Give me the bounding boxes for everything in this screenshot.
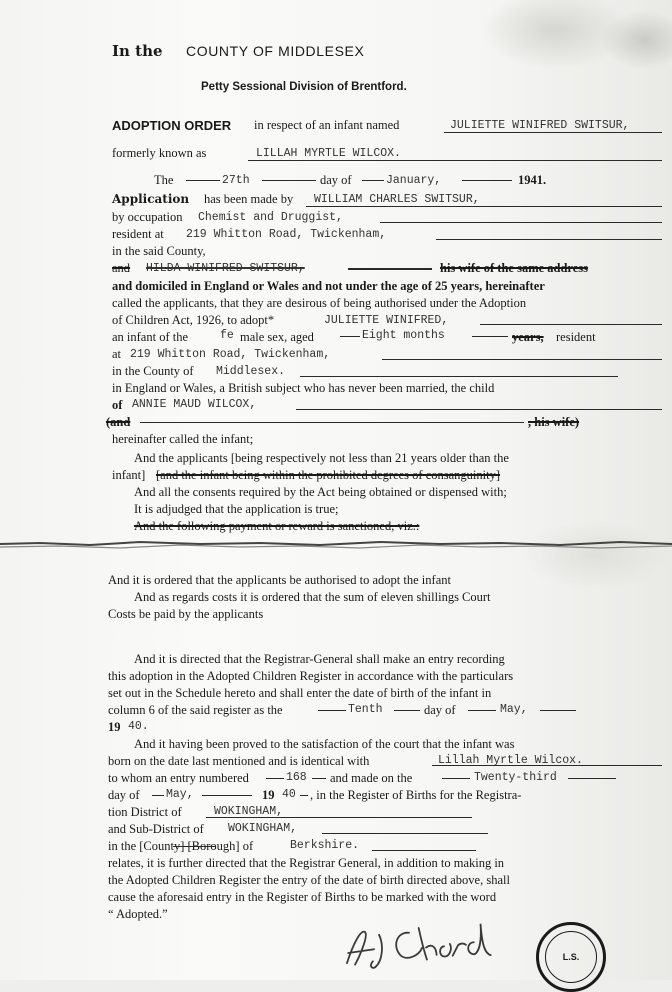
dash-line — [394, 710, 420, 711]
birth-year-prefix: 19 — [108, 720, 121, 734]
at-text: at — [112, 347, 122, 361]
birth-year-value: 40. — [128, 720, 149, 733]
said-county-text: in the said County, — [112, 244, 206, 258]
proved-line-2: born on the date last mentioned and is identical with — [108, 754, 370, 768]
entry-year-value: 40 — [282, 788, 296, 801]
day-of-text: day of — [320, 173, 352, 187]
dash-line — [540, 710, 576, 711]
wife-name: HILDA WINIFRED SWITSUR, — [146, 262, 305, 275]
fill-line — [382, 359, 662, 360]
district-value: WOKINGHAM, — [214, 805, 284, 818]
in-the-county-text: in the [County] [Borough] of — [108, 839, 254, 853]
birth-month-value: May, — [500, 703, 528, 716]
heading-county: COUNTY OF MIDDLESEX — [186, 43, 365, 59]
the-text: The — [154, 173, 174, 187]
adopted-word: “ Adopted.” — [108, 907, 168, 921]
identical-name-value: Lillah Myrtle Wilcox. — [438, 754, 583, 767]
seal-text: L.S. — [562, 952, 580, 962]
infant-of-text: an infant of the — [112, 330, 189, 344]
heading-in-the: In the — [112, 42, 163, 60]
year-text: 1941. — [518, 173, 547, 187]
handwritten-signature — [338, 912, 502, 981]
ls-seal — [536, 922, 606, 992]
sub-district-value: WOKINGHAM, — [228, 822, 298, 835]
tion-district-text: tion District of — [108, 805, 182, 819]
registrar-line-4: column 6 of the said register as the — [108, 703, 283, 717]
dash-line — [318, 710, 346, 711]
his-wife-text: his wife of the same address — [440, 261, 589, 275]
entry-year-prefix: 19 — [262, 788, 275, 802]
page-fold-tear — [0, 532, 672, 556]
resident-at-text: resident at — [112, 227, 164, 241]
ordered-text: And it is ordered that the applicants be authorised to adopt the infant — [108, 573, 451, 587]
register-births-text: , in the Register of Births for the Registra- — [310, 788, 522, 802]
years-text: years, — [512, 330, 544, 344]
has-been-text: has been made by — [204, 192, 294, 206]
consents-text: And all the consents required by the Act being obtained or dispensed with; — [134, 485, 507, 499]
domiciled-text: and domiciled in England or Wales and not under the age of 25 years, hereinafter — [112, 279, 545, 293]
costs-line-1: And as regards costs it is ordered that the sum of eleven shillings Court — [134, 590, 491, 604]
dash-line — [312, 778, 326, 779]
dash-line — [340, 336, 360, 337]
adopt-name: JULIETTE WINIFRED, — [324, 314, 449, 327]
strike-line — [173, 846, 216, 847]
fill-line — [432, 765, 662, 766]
called-text: called the applicants, that they are desirous of being authorised under the Adoption — [112, 296, 527, 310]
paper-stain — [600, 10, 672, 70]
dash-line — [468, 710, 496, 711]
mother-name: ANNIE MAUD WILCOX, — [132, 398, 257, 411]
by-occupation-text: by occupation — [112, 210, 183, 224]
fill-line — [206, 817, 472, 818]
infant-bracket-text: infant] — [112, 468, 146, 482]
dash-line — [266, 778, 284, 779]
county2-value: Berkshire. — [290, 839, 360, 852]
formerly-text: formerly known as — [112, 146, 207, 160]
dash-line — [262, 180, 316, 181]
dash-line — [300, 795, 308, 796]
ls-seal-inner — [545, 931, 597, 983]
dash-line — [362, 180, 384, 181]
strike-line — [140, 422, 524, 423]
made-on-text: and made on the — [330, 771, 413, 785]
relates-line-2: the Adopted Children Register the entry of the date of birth directed above, shall — [108, 873, 510, 887]
order-title: ADOPTION ORDER — [112, 118, 232, 133]
fill-line — [444, 132, 662, 133]
in-respect-text: in respect of an infant named — [254, 118, 400, 132]
relates-line-1: relates, it is further directed that the Registrar General, in addition to making in — [108, 856, 505, 870]
adjudged-text: It is adjudged that the application is true; — [134, 502, 339, 516]
entry-month-value: May, — [166, 788, 194, 801]
fill-line — [380, 222, 662, 223]
fill-line — [480, 324, 662, 325]
month-text: January, — [386, 174, 442, 187]
fill-line — [296, 409, 662, 410]
sex-value: fe — [220, 329, 234, 342]
dash-line — [186, 180, 220, 181]
registrar-line-1: And it is directed that the Registrar-General shall make an entry recording — [134, 652, 505, 666]
entry-numbered-text: to whom an entry numbered — [108, 771, 249, 785]
occupation-value: Chemist and Druggist, — [198, 211, 343, 224]
dash-line — [442, 778, 470, 779]
fill-line — [372, 850, 476, 851]
fill-line — [306, 206, 662, 207]
county-name: Middlesex. — [216, 365, 286, 378]
fill-line — [300, 376, 618, 377]
registrar-line-2: this adoption in the Adopted Children Register in accordance with the particulars — [108, 669, 514, 683]
former-name: LILLAH MYRTLE WILCOX. — [256, 147, 401, 160]
dash-line — [472, 336, 508, 337]
registrar-line-3: set out in the Schedule hereto and shall enter the date of birth of the infant in — [108, 686, 492, 700]
of-text: of — [112, 398, 123, 412]
children-act-text: of Children Act, 1926, to adopt* — [112, 313, 275, 327]
proved-line-1: And it having been proved to the satisfaction of the court that the infant was — [134, 737, 515, 751]
and-paren-text: (and — [106, 415, 131, 429]
county-of-text: in the County of — [112, 364, 194, 378]
birth-day-of-text: day of — [424, 703, 456, 717]
address-value: 219 Whitton Road, Twickenham, — [186, 228, 387, 241]
fill-line — [248, 160, 662, 161]
relates-line-3: cause the aforesaid entry in the Register of Births to be marked with the word — [108, 890, 497, 904]
resident-text: resident — [556, 330, 596, 344]
his-wife-paren: , his wife) — [528, 415, 580, 429]
strike-line — [348, 268, 432, 270]
applicants-text: And the applicants [being respectively not less than 21 years older than the — [134, 451, 509, 465]
age-value: Eight months — [362, 329, 445, 342]
applicant-name: WILLIAM CHARLES SWITSUR, — [314, 193, 480, 206]
dash-line — [462, 180, 512, 181]
prohibited-text: [and the infant being within the prohibited degrees of consanguinity] — [156, 468, 501, 482]
male-sex-text: male sex, aged — [240, 330, 314, 344]
and-text: and — [112, 261, 131, 275]
address2-value: 219 Whitton Road, Twickenham, — [130, 348, 331, 361]
dash-line — [202, 795, 252, 796]
dash-line — [152, 795, 164, 796]
costs-line-2: Costs be paid by the applicants — [108, 607, 264, 621]
heading-division: Petty Sessional Division of Brentford. — [201, 81, 407, 93]
payment-text: And the following payment or reward is sanctioned, viz.: — [134, 519, 420, 533]
entry-day-value: Twenty-third — [474, 771, 557, 784]
hereinafter-text: hereinafter called the infant; — [112, 432, 254, 446]
day-number: 27th — [222, 174, 250, 187]
infant-name: JULIETTE WINIFRED SWITSUR, — [450, 119, 630, 132]
sub-district-text: and Sub-District of — [108, 822, 204, 836]
day-of-2-text: day of — [108, 788, 140, 802]
entry-number-value: 168 — [286, 771, 307, 784]
application-label: Application — [112, 192, 190, 206]
dash-line — [568, 778, 616, 779]
fill-line — [322, 833, 488, 834]
british-text: in England or Wales, a British subject who has never been married, the child — [112, 381, 495, 395]
birth-day-value: Tenth — [348, 703, 383, 716]
fill-line — [436, 239, 662, 240]
